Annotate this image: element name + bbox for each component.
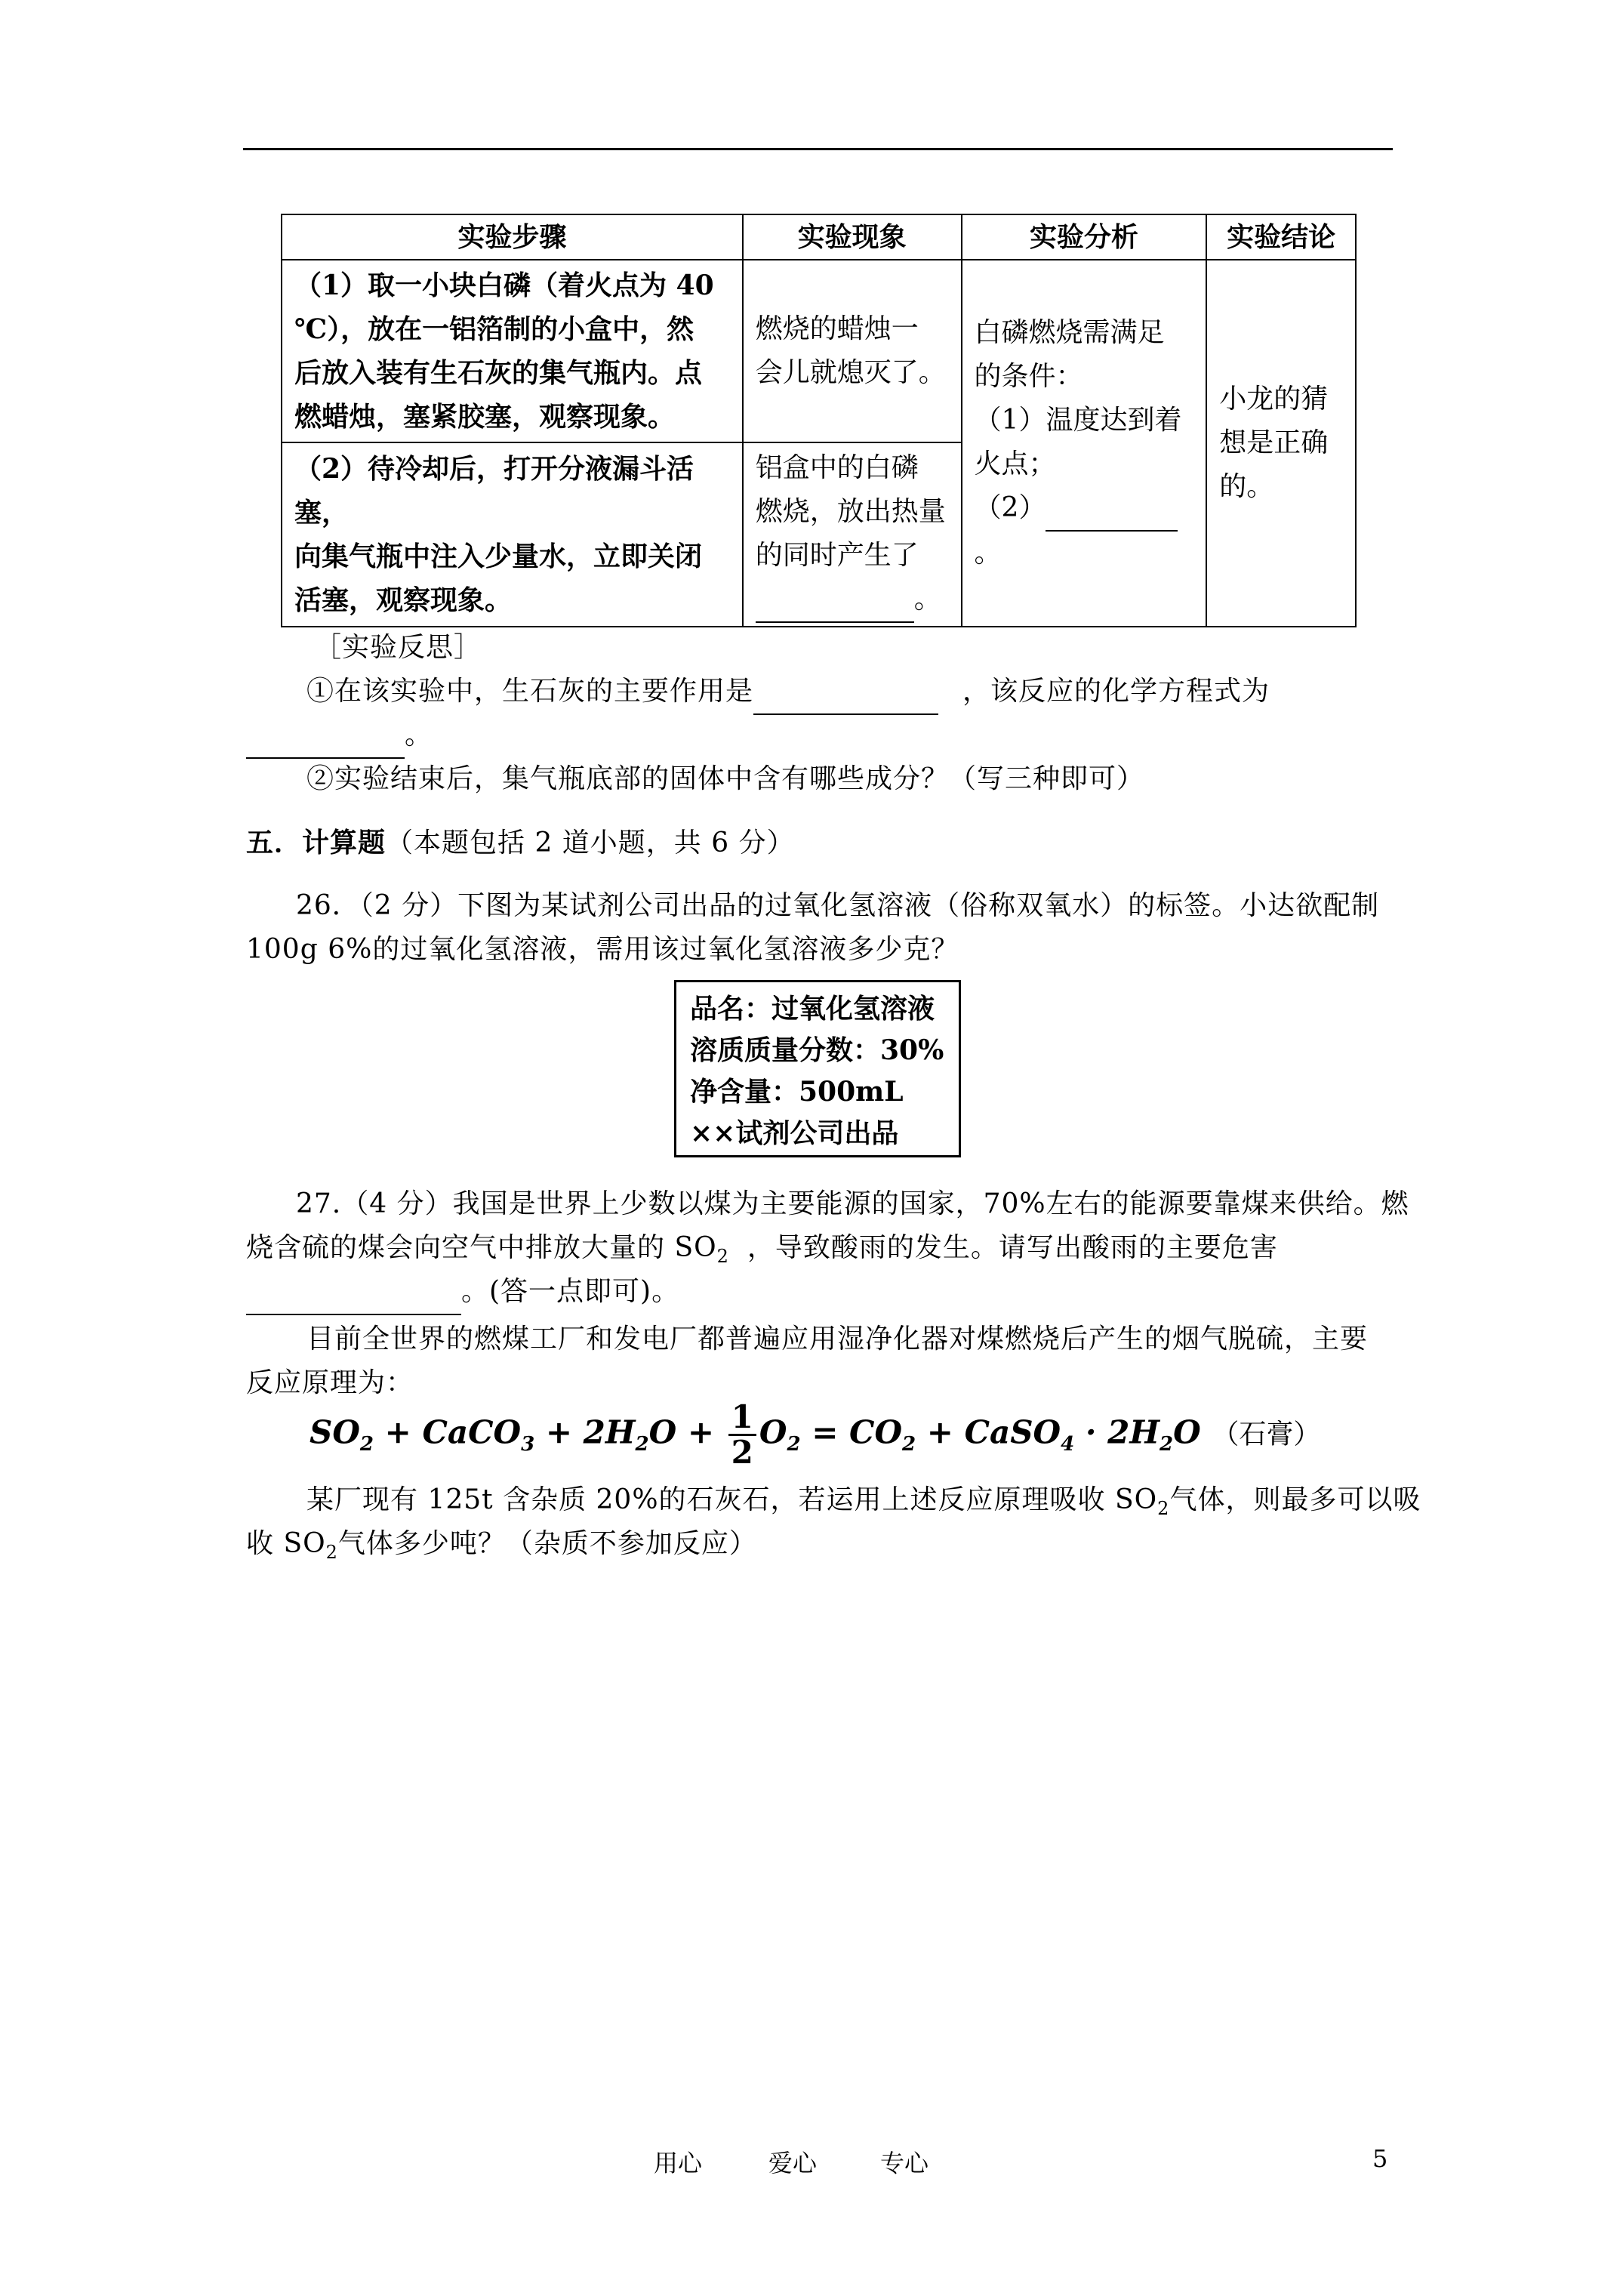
analysis-line: 的条件： <box>974 361 1083 392</box>
phenomenon1-cell <box>743 260 962 442</box>
step1-line: （1）取一小块白磷（着火点为 40 <box>294 270 714 301</box>
analysis-cell <box>962 260 1207 627</box>
q27-line2-a: 烧含硫的煤会向空气中排放大量的 SO <box>246 1232 717 1263</box>
q27-line3 <box>246 1270 679 1315</box>
analysis-line: （1）温度达到着 <box>974 405 1182 436</box>
label-line: 溶质质量分数：30% <box>690 1034 944 1066</box>
header-steps: 实验步骤 <box>282 214 743 260</box>
reaction-equation: $SO_2$ + CaCO$_3$ + $2H_2O$ + $\frac{1}{2}$ $O_2 = CO_2$ + CaSO$_4$ · $2H_2O$ （石膏） <box>310 1398 1321 1471</box>
answer-blank[interactable] <box>756 578 914 623</box>
phenomenon2-line: 燃烧，放出热量 <box>755 496 946 527</box>
q27-line7-a: 收 SO <box>246 1528 326 1559</box>
conclusion-line: 想是正确 <box>1219 427 1329 458</box>
q27-line2-b: ，导致酸雨的发生。请写出酸雨的主要危害 <box>747 1232 1278 1263</box>
conclusion-line: 小龙的猜 <box>1219 384 1329 415</box>
table-header-row <box>282 214 1356 260</box>
q26-line1: 26．（2 分）下图为某试剂公司出品的过氧化氢溶液（俗称双氧水）的标签。小达欲配制 <box>296 890 1380 921</box>
analysis-line: 火点； <box>974 448 1056 479</box>
section5-heading-rest: （本题包括 2 道小题，共 6 分） <box>386 827 795 858</box>
reflection-heading: ［实验反思］ <box>314 632 482 663</box>
equation-note: （石膏） <box>1212 1419 1321 1450</box>
reflection-q1 <box>306 670 1270 715</box>
q27-line4: 目前全世界的燃煤工厂和发电厂都普遍应用湿净化器对煤燃烧后产生的烟气脱硫，主要 <box>306 1324 1369 1354</box>
header-phenomenon: 实验现象 <box>743 214 962 260</box>
answer-blank[interactable] <box>246 1270 461 1315</box>
phenomenon1-line: 燃烧的蜡烛一 <box>755 313 919 344</box>
reflection-q1-b: ，该反应的化学方程式为 <box>962 676 1270 707</box>
subscript: 2 <box>716 1246 729 1268</box>
step2-line: 向集气瓶中注入少量水，立即关闭 <box>294 541 703 572</box>
analysis-last-suffix: 。 <box>974 538 1002 569</box>
header-rule <box>243 148 1393 150</box>
phenomenon2-end: 。 <box>913 584 941 615</box>
analysis-line: 白磷燃烧需满足 <box>974 317 1165 348</box>
footer-item: 专心 <box>880 2149 929 2177</box>
header-analysis: 实验分析 <box>962 214 1207 260</box>
label-line: 品名：过氧化氢溶液 <box>690 993 935 1025</box>
header-conclusion: 实验结论 <box>1206 214 1356 260</box>
phenomenon2-line: 的同时产生了 <box>755 540 919 571</box>
conclusion-line: 的。 <box>1219 471 1274 502</box>
q26-line2: 100g 6%的过氧化氢溶液，需用该过氧化氢溶液多少克？ <box>246 934 959 965</box>
reagent-label <box>674 980 961 1157</box>
answer-blank[interactable] <box>753 670 938 715</box>
label-line: ××试剂公司出品 <box>690 1117 899 1149</box>
phenomenon1-line: 会儿就熄灭了。 <box>755 357 946 388</box>
fraction-one-half: $\frac{1}{2}$ <box>728 1401 756 1469</box>
phenomenon2-line: 铝盒中的白磷 <box>755 452 919 483</box>
section5-heading-bold: 五．计算题 <box>246 827 387 858</box>
section5-heading <box>246 821 795 865</box>
q27-line3-end: 。(答一点即可)。 <box>461 1276 680 1307</box>
experiment-table <box>281 214 1357 627</box>
table-row <box>282 260 1356 442</box>
step1-cell <box>282 260 743 442</box>
conclusion-cell <box>1206 260 1356 627</box>
answer-blank[interactable] <box>246 713 405 759</box>
step2-cell <box>282 442 743 627</box>
subscript: 2 <box>1157 1498 1170 1520</box>
footer-item: 爱心 <box>768 2149 818 2177</box>
q27-line6-b: 气体，则最多可以吸 <box>1169 1484 1421 1515</box>
reflection-q2: ②实验结束后，集气瓶底部的固体中含有哪些成分？（写三种即可） <box>306 763 1145 794</box>
analysis-last-prefix: （2） <box>974 492 1046 523</box>
reflection-q1-a: ①在该实验中，生石灰的主要作用是 <box>306 676 754 707</box>
q27-line7-b: 气体多少吨？（杂质不参加反应） <box>337 1528 757 1559</box>
step1-line: ℃），放在一铝箔制的小盒中，然 <box>294 313 694 345</box>
analysis-last-line <box>975 486 1194 575</box>
q27-line5: 反应原理为： <box>246 1367 414 1398</box>
subscript: 2 <box>325 1542 338 1564</box>
q27-line7 <box>246 1522 757 1574</box>
page-number: 5 <box>1372 2144 1388 2173</box>
phenomenon2-cell <box>743 442 962 627</box>
reflection-q1-end: 。 <box>405 720 433 750</box>
footer-item: 用心 <box>654 2149 703 2177</box>
q27-line1: 27.（4 分）我国是世界上少数以煤为主要能源的国家，70%左右的能源要靠煤来供给。燃 <box>296 1188 1409 1219</box>
label-line: 净含量：500mL <box>690 1076 904 1108</box>
step1-line: 燃蜡烛，塞紧胶塞，观察现象。 <box>294 401 676 433</box>
reflection-q1-cont <box>246 713 433 759</box>
step2-line: （2）待冷却后，打开分液漏斗活塞， <box>294 453 694 529</box>
phenomenon2-last-line <box>756 578 949 623</box>
q27-line6-a: 某厂现有 125t 含杂质 20%的石灰石，若运用上述反应原理吸收 SO <box>306 1484 1158 1515</box>
step1-line: 后放入装有生石灰的集气瓶内。点 <box>294 357 703 389</box>
step2-line: 活塞，观察现象。 <box>294 584 513 616</box>
answer-blank[interactable] <box>1046 486 1178 532</box>
